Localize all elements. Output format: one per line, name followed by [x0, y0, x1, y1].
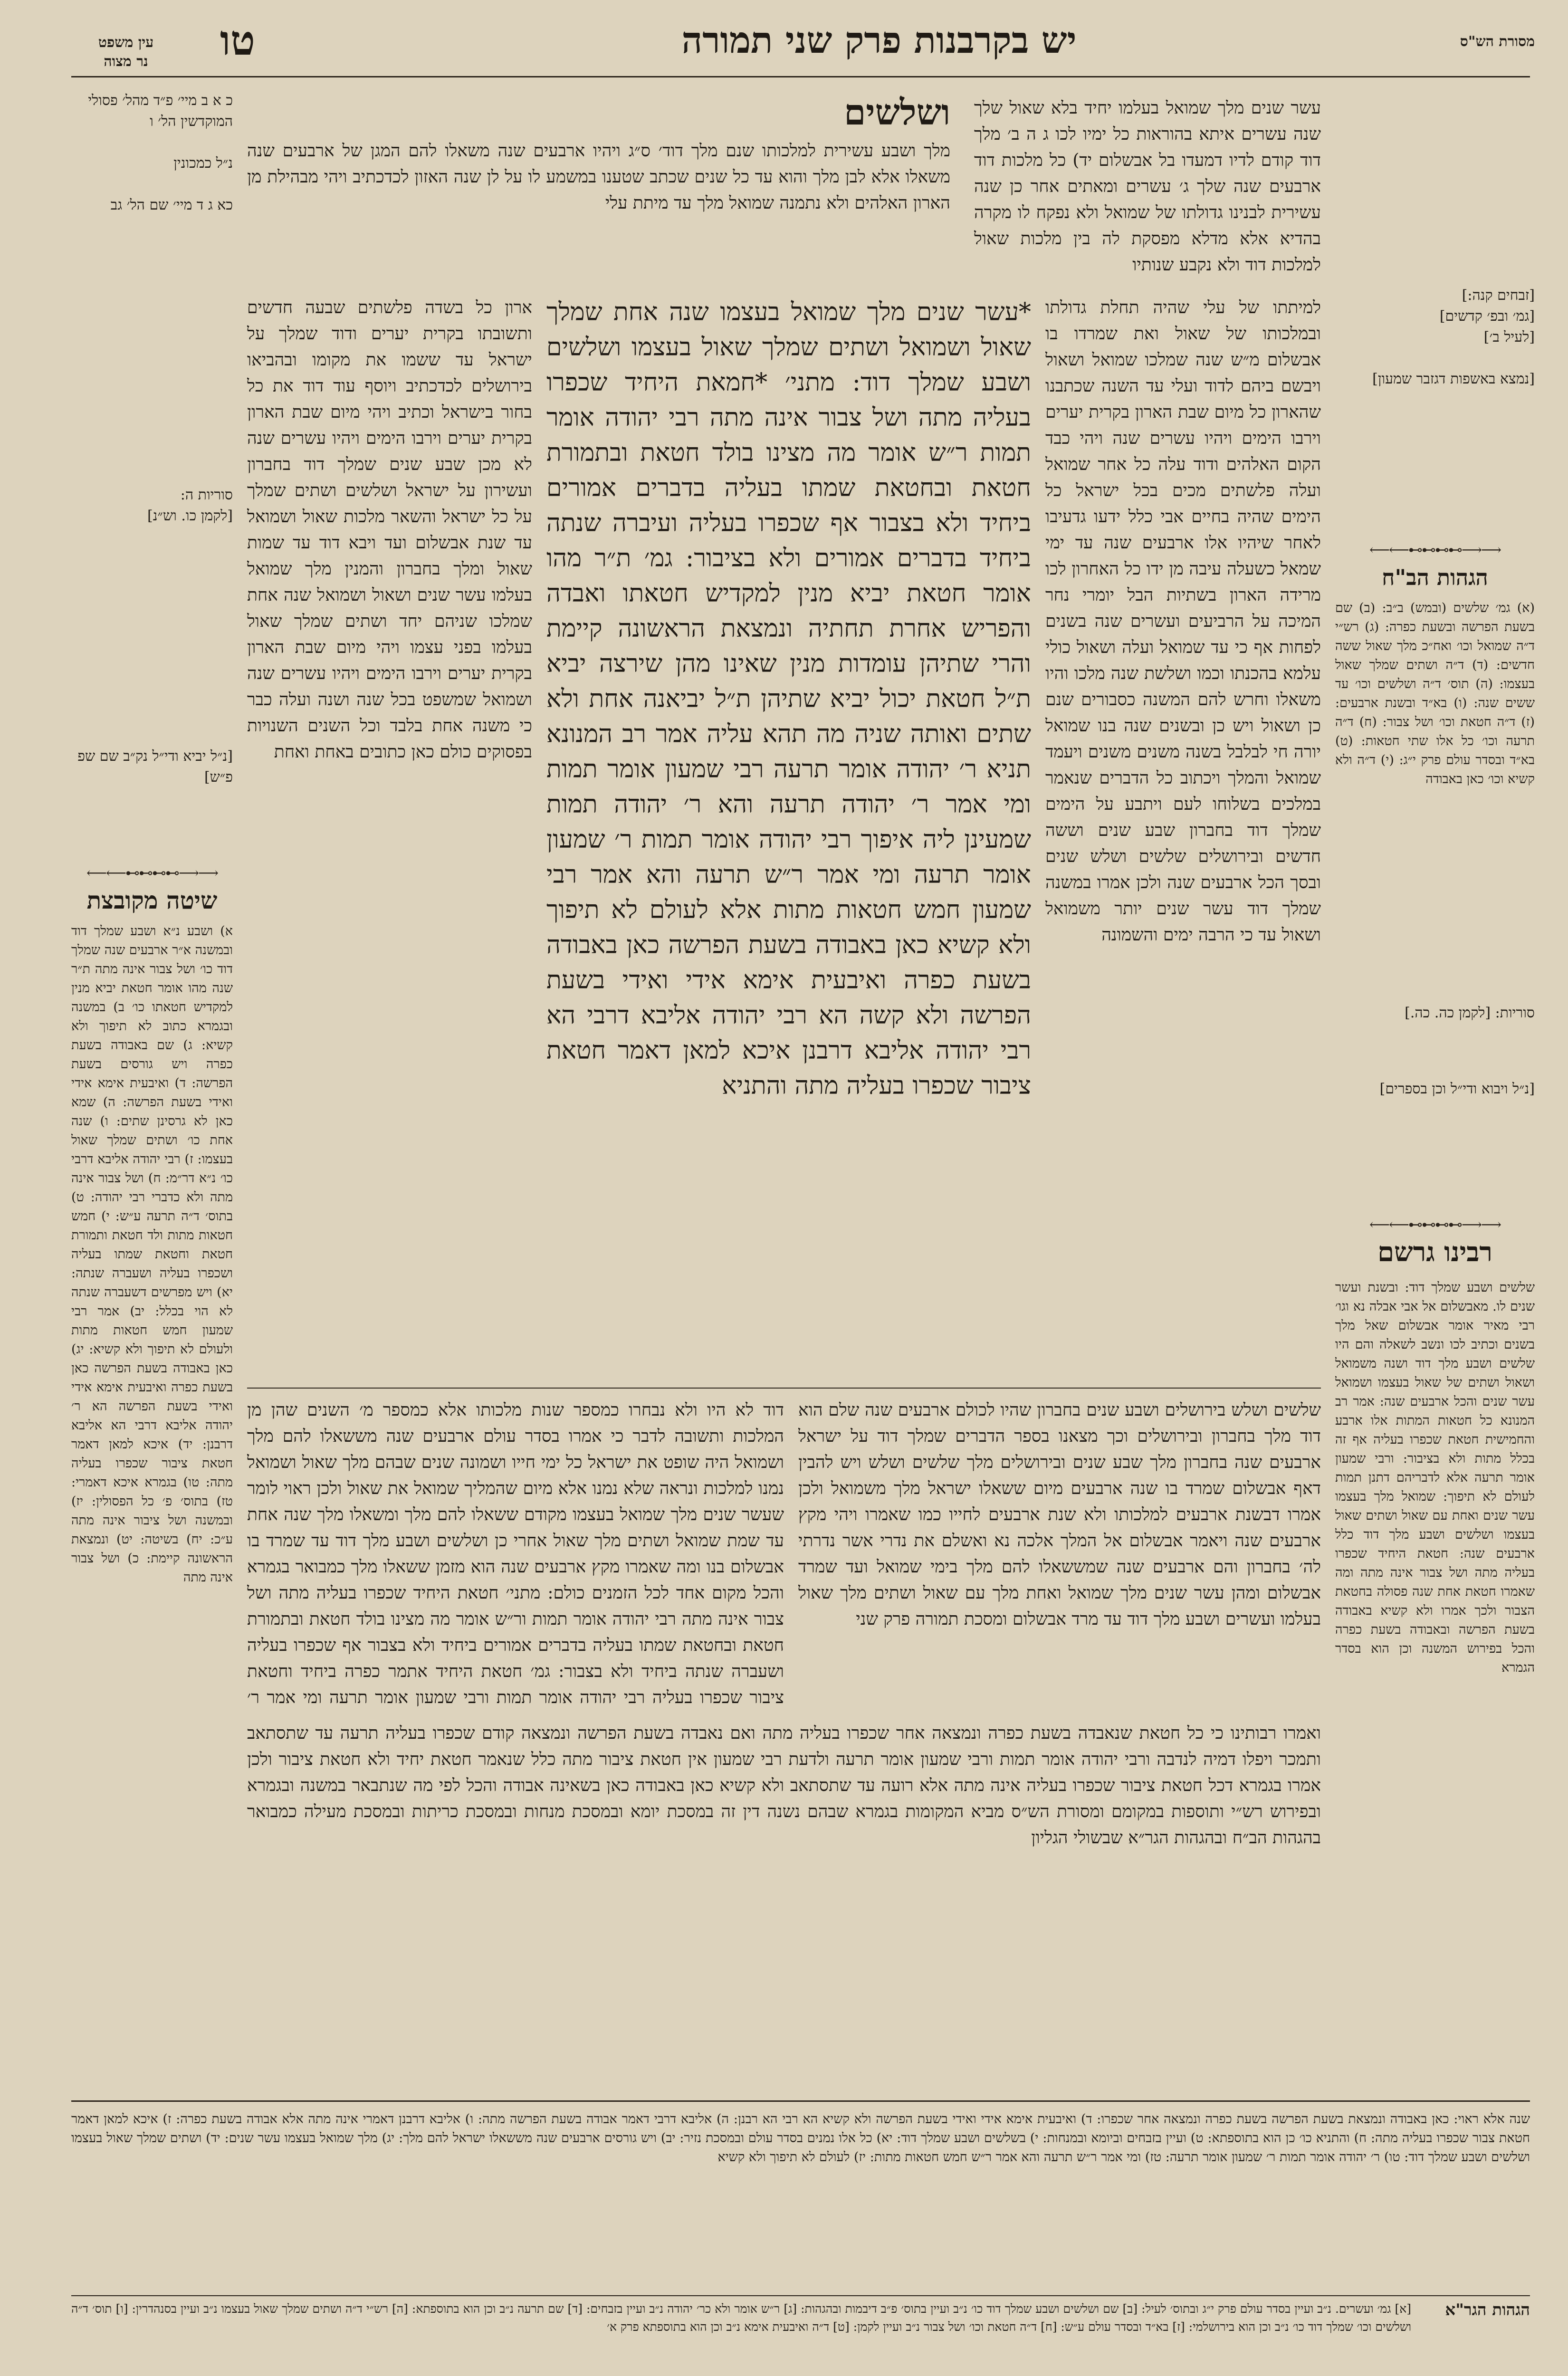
rabbenu-gershom-text: שלשים ושבע שמלך דוד: ובשנת ועשר שנים לו. מאבשלום אל אבי אבלה נא וגו׳ רבי מאיר אומר אבשלום שאל מלך בשנים וכתיב לכו ונשב לשאלה והם היו שלשים ושבע מלך דוד ושנה משמואל ושאול ושתים של שאול בעצמו ושמואל עשר שנים והכל ארבעים שנה: אמר רב המנונא כל חטאות המתות אלו ארבע והחמישית חטאת שכפרו בעליה אף זה בכלל מתות ולא בציבור: ורבי שמעון אומר תרעה אלא לדבריהם דתנן תמות לעולם לא תיפוך: שמואל מלך בעצמו עשר שנים ואחת עם שאול ושתים שאול בעצמו ושלשים ושבע מלך דוד כלל ארבעים שנה: חטאת היחיד שכפרו בעליה מתה ושל צבור אינה מתה ומה שאמרו חטאת אחת שנה פסולה בחטאת הצבור ולכך אמרו ולא קשיא באבודה בשעת הפרשה ובאבודה בשעת כפרה והכל בפירוש המשנה וכן הוא בסדר הגמרא [1335, 1280, 1535, 1675]
lead-word: ושלשים [844, 95, 950, 133]
footer-notes: שנה אלא ראוי: כאן באבודה ונמצאת בשעת הפרשה בשעת כפרה ונמצאה אחר שכפרו: ד) ואיבעית אימא אידי ואידי בשעת הפרשה ולא קשיא הא רבי הא רבנן: ה) אליבא דרבי דאמר אבודה בשעת הפרשה מתה: ו) אליבא דרבנן דאמרי אינה מתה אלא אבודה בשעת כפרה: ז) איכא למאן דאמר חטאת צבור שכפרו בעליה מתה: ח) והתניא כו׳ כן הוא בתוספתא: ט) ועיין בזבחים וביומא ובמנחות: י) בשלשים ושבע שמלך דוד: יא) כל אלו נמנים בסדר עולם ובמסכת נזיר: יב) ויש גורסים ארבעים שנה מששאלו ישראל להם מלך: יג) מלך שמואל בעצמו עשר שנים: יד) ושתים שמלך שאול בעצמו ושלשים ושבע שמלך דוד: טו) ר׳ יהודה אומר תמות ר׳ שמעון אומר תרעה: טז) ומי אמר ר״ש תרעה והא אמר ר״ש חמש חטאות מתות: יז) לעולם לא תיפוך ולא קשיא [71, 2112, 1530, 2165]
hagahot-bach-title: הגהות הב"ח [1382, 565, 1488, 590]
left-cross-ref: סוריות ה: [לקמן כו. וש״נ] [147, 487, 233, 524]
header-rule [71, 76, 1530, 77]
masoret-label: מסורת הש"ס [1460, 33, 1535, 50]
footer-rule [71, 2100, 1530, 2102]
ein-mishpat-notes: כ א ב מיי׳ פ״ד מהל׳ פסולי המוקדשין הל׳ ו נ״ל כמכונין כא ג ד מיי׳ שם הל׳ גב [88, 92, 233, 213]
section-rule [247, 1388, 1321, 1389]
masoret-notes: [זבחים קנה:] [גמ׳ ובפ׳ קדשים] [לעיל ב׳] [נמצא באשפות דגזבר שמעון] [1372, 287, 1535, 387]
rabbenu-gershom-title: רבינו גרשם [1377, 1236, 1492, 1268]
ornament-divider: ⟵⟵⊷⊷⊷⊷⟶⟶ [1369, 1217, 1501, 1233]
rashi-column: למיתתו של עלי שהיה תחלת גדולתו ובמלכותו של שאול ואת שמרדו בו אבשלום מ״ש שנה שמלכו שמואל ושאול ויבשם ביהם לדוד ועלי עד השנה שכתבנו שהארון כל מיום שבת הארון בקרית יערים וירבו הימים ויהיו עשרים שנה ויהי כבד הקום האלהים ודוד עלה כל אחר שמואל ועלה פלשתים מכים בכל ישראל כל הימים שהיה בחיים אבי כלל ידעו גדעיבו לאחר שיהיו אלו ארבעים שנה עד ימי שמאל כשעלה עיבה מן ידו כל האחרון לכו מרידה הארון בשתיות הבל יומרי נחר המיכה על הרביעים ועשרים שנה בשנים לפחות אף כי עד שמואל ועלה ושאול כולי עלמא בהכנתו וכמו ושלשת שנה מלכו והיו משאלו וחרש להם המשנה כסבורים שנם כן ושאול ויש כן ובשנים שנה בנו שמואל יורה חי לבלבל בשנה משנים משנים ויעמד שמואל והמלך ויכתוב כל הדברים שנאמר במלכים בשלוחו לעם ויתבע על הימים שמלך דוד בחברון שבע שנים וששה חדשים ובירושלים שלשים ושלש שנים ובסך הכל ארבעים שנה ולכן אמרו במשנה שמלך דוד עשר שנים יותר משמואל ושאול עד כי הרבה ימים והשמונה [1045, 298, 1321, 945]
commentary-lower-left: דוד לא היו ולא נבחרו כמספר שנות מלכותו אלא כמספר מ׳ השנים שהן מן המלכות ותשובה לדבר כי אמרו בסדר עולם ארבעים שנה מששאלו להם מלך ושמואל היה שופט את ישראל כל ימי חייו ושמונה שנים שבהם מלך שאול ושמואל נמנו למלכות ונראה שלא נמנו אלא מיום שהמליך שמואל את שאול ולכן ראוי לומר שעשר שנים מלך שמואל בעצמו מקודם ששאלו להם מלך ומשאלו מלך שנה אחת עד שמת שמואל ושתים מלך שאול אחרי כן ושלשים ושבע מלך דוד עד שמרד בו אבשלום בנו ומה שאמרו מקץ ארבעים שנה הוא מזמן ששאלו מלך כמבואר בגמרא והכל מקום אחד לכל הזמנים כולם: מתני׳ חטאת היחיד שכפרו בעליה מתה ושל צבור אינה מתה רבי יהודה אומר תמות ור״ש אומר מה מצינו בולד חטאת ובתמורת חטאת ובחטאת שמתו בעליה בדברים אמורים ביחיד ולא בצבור אף שכפרו בעליה ושעברה שנתה ביחיד ולא בצבור: גמ׳ חטאת היחיד אתמר כפרה ביחיד וחטאת ציבור שכפרו בעליה רבי יהודה אומר תמות ורבי שמעון אומר תרעה ומי אמר ר׳ [247, 1400, 784, 1707]
right-bottom-note: [נ״ל ויבוא ודי״ל וכן בספרים] [1379, 1081, 1535, 1097]
tosafot-column: ארון כל בשדה פלשתים שבעה חדשים ותשובתו בקרית יערים ודוד שמלך על ישראל עד ששמו את מקומו ובהביאו בירושלים לכדכתיב ויוסף עוד דוד את כל בחור בישראל וכתיב ויהי מיום שבת הארון בקרית יערים וירבו הימים ויהיו עשרים שנה לא מכן שבע שנים שמלך דוד בחברון ועשירון על ישראל ושלשים ושתים שמלך על כל ישראל והשאר מלכות שאול ושמואל עד שנת אבשלום ועד ויבא דוד עד שמות שאול ומלך בחברון והמנין מלך שמואל בעלמו עשר שנים ושאול ושמואל שנה אחת שמלכו שניהם יחד ושתים שמלך שאול בעלמו בפני עצמו ויהי מיום שבת הארון בקרית יערים וירבו הימים ויהיו עשרים שנה ושמואל שמשפט בכל שנה ושנה ועלה כבר כי משנה אחת בלבד וכל השנים השנויות בפסוקים כולם כאן כתובים באחת ואחת [247, 298, 532, 762]
commentary-lower-right: שלשים ושלש בירושלים ושבע שנים בחברון שהיו לכולם ארבעים שנה שלם הוא דוד מלך בחברון ובירושלים וכך מצאנו בספר הדברים שמלך דוד על ישראל ארבעים שנה בחברון מלך שבע שנים ובירושלים מלך שלשים ושלש ויש להבין דאף אבשלום שמרד בו שנה ארבעים מיום ששאלו ישראל מלך משמואל ולכן אמרו דבשנת ארבעים למלכותו ולא שנת ארבעים לחייו כמו שאמרו ויהי מקץ ארבעים שנה ויאמר אבשלום אל המלך אלכה נא ואשלם את נדרי אשר נדרתי לה׳ בחברון והם ארבעים שנה שמששאלו להם מלך בימי שמואל ועד שמרד אבשלום ומהן עשר שנים מלך שמואל ואחת מלך עם שאול ושתים מלך שאול בעלמו ועשרים ושבע מלך דוד עד מרד אבשלום ומסכת תמורה פרק שני [798, 1400, 1321, 1629]
shita-mekubetzet-text: א) ושבע נ״א ושבע שמלך דוד ובמשנה א״ר ארבעים שנה שמלך דוד כו׳ ושל צבור אינה מתה ת״ר שנה מהו אומר חטאת יביא מנין למקדיש חטאתו כו׳ ב) במשנה ובגמרא כתוב לא תיפוך ולא קשיא: ג) שם באבודה בשעת כפרה ויש גורסים בשעת הפרשה: ד) ואיבעית אימא אידי ואידי בשעת הפרשה: ה) שמא כאן לא גרסינן שתים: ו) שנה אחת כו׳ ושתים שמלך שאול בעצמו: ז) רבי יהודה אליבא דרבי כו׳ נ״א דר״מ: ח) ושל צבור אינה מתה ולא כדברי רבי יהודה: ט) בתוס׳ ד״ה תרעה ע״ש: י) חמש חטאות מתות ולד חטאת ותמורת חטאת וחטאת שמתו בעליה ושכפרו בעליה ושעברה שנתה: יא) ויש מפרשים דשעברה שנתה לא הוי בכלל: יב) אמר רבי שמעון חמש חטאות מתות ולעולם לא תיפוך ולא קשיא: יג) כאן באבודה בשעת הפרשה כאן בשעת כפרה ואיבעית אימא אידי ואידי בשעת הפרשה הא ר׳ יהודה אליבא דרבי הא אליבא דרבנן: יד) איכא למאן דאמר חטאת ציבור שכפרו בעליה מתה: טו) בגמרא איכא דאמרי: טז) בתוס׳ פ׳ כל הפסולין: יז) ובמשנה ושל ציבור אינה מתה ע״כ: יח) בשיטה: יט) ונמצאת הראשונה קיימת: כ) ושל צבור אינה מתה [71, 924, 233, 1585]
ornament-divider: ⟵⟵⊷⊷⊷⊷⟶⟶ [86, 865, 218, 881]
commentary-top-right: עשר שנים מלך שמואל בעלמו יחיד בלא שאול שלך שנה עשרים איתא בהוראות כל ימיו לכו ג ה ב׳ מלך דוד קודם לדיו דמעדו בל אבשלום יד) כל מלכות דוד ארבעים שנה שלך ג׳ עשרים ומאתים אחר כן שנה עשירית לבנינו גדולתו של שמואל ולא נפקח לו מקרה בהדיא אלא מדלא מפסקת לה בין מלכות שאול למלכות דוד ולא נקבע שנותיו [974, 98, 1321, 275]
running-title: יש בקרבנות פרק שני תמורה [681, 19, 1077, 61]
folio-number: טו [220, 17, 255, 65]
hagahot-bach-text: (א) גמ׳ שלשים (ובמש) ב״ב: (ב) שם בשעת הפרשה ובשעת כפרה: (ג) רש״י ד״ה שמואל וכו׳ ואח״כ מלך שאול ששה חדשים: (ד) ד״ה ושתים שמלך שאול בעצמו: (ה) תוס׳ ד״ה ושלשים וכו׳ עד ששים שנה: (ו) בא״ד ובשנת ארבעים: (ז) ד״ה חטאת וכו׳ ושל צבור: (ח) ד״ה תרעה וכו׳ כל אלו שתי חטאות: (ט) בא״ד ובסדר עולם פרק י״ג: (י) ד״ה ולא קשיא וכו׳ כאן באבודה [1335, 601, 1535, 786]
hagahot-gra-text: [א] גמ׳ ועשרים. נ״ב ועיין בסדר עולם פרק י״ג ובתוס׳ לעיל: [ב] שם ושלשים ושבע שמלך דוד כו׳ נ״ב ועיין בתוס׳ פ״ב דיבמות ובהגהות: [ג] ר״ש אומר ולא כר׳ יהודה נ״ב ועיין בזבחים: [ד] שם תרעה נ״ב וכן הוא בתוספתא: [ה] רש״י ד״ה ושתים שמלך שאול בעצמו נ״ב ועיין בסנהדרין: [ו] תוס׳ ד״ה ושלשים וכו׳ שמלך דוד כו׳ נ״ב וכן הוא בירושלמי: [ז] בא״ד ובסדר עולם ע״ש: [ח] ד״ה חטאת וכו׳ ושל צבור נ״ב ועיין לקמן: [ט] ד״ה ואיבעית אימא נ״ב וכן הוא בתוספתא פרק א׳ [71, 2302, 1411, 2334]
left-margin-note: [נ״ל יביא ודי״ל נק״ב שם שפ פ״ש] [77, 748, 233, 786]
ein-mishpat-label: עין משפט נר מצוה [98, 34, 154, 70]
shita-mekubetzet-title: שיטה מקובצת [86, 886, 218, 914]
hagahot-gra-title: הגהות הגר"א [1445, 2300, 1530, 2319]
commentary-full-width: ואמרו רבותינו כי כל חטאת שנאבדה בשעת כפרה ונמצאה אחר שכפרו בעליה מתה ואם נאבדה בשעת הפרשה ונמצאה קודם שכפרו בעליה תרעה עד שתסתאב ותמכר ויפלו דמיה לנדבה ורבי יהודה אומר תמות ורבי שמעון אומר תרעה ולדעת רבי שמעון אין חטאת ציבור מתה כלל שנאמר חטאת יחיד ולא חטאת ציבור ולכן אמרו בגמרא דכל חטאת ציבור שכפרו בעליה אינה מתה אלא רועה עד שתסתאב ולא קשיא כאן באבודה כאן בשאינה אבודה והכל לפי מה שנתבאר במשנה ובגמרא ובפירוש רש״י ותוספות במקומם ומסורת הש״ס מביא המקומות בגמרא שבהם נשנה דין זה במסכת יומא ובמסכת מנחות ובמסכת כריתות ובמסכת מעילה כמבואר בהגהות הב״ח ובהגהות הגר״א שבשולי הגליון [247, 1724, 1321, 1848]
commentary-top-left: מלך ושבע עשירית למלכותו שנם מלך דוד׳ ס״ג ויהיו ארבעים שנה משאלו להם המגן של ארבעים שנה משאלו אלא לבן מלך והוא עד כל שנים שכתב שטענו במשמע לו על לן שנה האזון לכדכתיב ויהי מבהילת מן הארון האלהים ולא נתמנה שמואל מלך עד מיתת עלי [247, 141, 950, 213]
gemara-text: *עשר שנים מלך שמואל בעצמו שנה אחת שמלך שאול ושמואל ושתים שמלך שאול בעצמו ושלשים ושבע שמלך דוד: מתני׳ *חמאת היחיד שכפרו בעליה מתה ושל צבור אינה מתה רבי יהודה אומר תמות ר״ש אומר מה מצינו בולד חטאת ובתמורת חטאת ובחטאת שמתו בעליה בדברים אמורים ביחיד ולא בצבור אף שכפרו בעליה ועיברה שנתה ביחיד בדברים אמורים ולא בציבור: גמ׳ ת״ר מהו אומר חטאת יביא מנין למקדיש חטאתו ואבדה והפריש אחרת תחתיה ונמצאת הראשונה קיימת והרי שתיהן עומדות מנין שאינו מהן שירצה יביא ת״ל חטאת יכול יביא שתיהן ת״ל יביאנה אחת ולא שתים ואותה שניה מה תהא עליה אמר רב המנונא תניא ר׳ יהודה אומר תרעה רבי שמעון אומר תמות ומי אמר ר׳ יהודה תרעה והא ר׳ יהודה תמות שמעינן ליה איפוך רבי יהודה אומר תמות ר׳ שמעון אומר תרעה ומי אמר ר״ש תרעה והא אמר רבי שמעון חמש חטאות מתות אלא לעולם לא תיפוך ולא קשיא כאן באבודה בשעת הפרשה כאן באבודה בשעת כפרה ואיבעית אימא אידי ואידי בשעת הפרשה ולא קשה הא רבי יהודה אליבא דרבי הא רבי יהודה אליבא דרבנן איכא למאן דאמר חטאת ציבור שכפרו בעליה מתה והתניא [546, 298, 1031, 1100]
ornament-divider: ⟵⟵⊷⊷⊷⊷⟶⟶ [1369, 542, 1501, 558]
gra-rule [71, 2295, 1530, 2296]
right-cross-ref: סוריות: [לקמן כה. כה.] [1405, 1005, 1535, 1021]
